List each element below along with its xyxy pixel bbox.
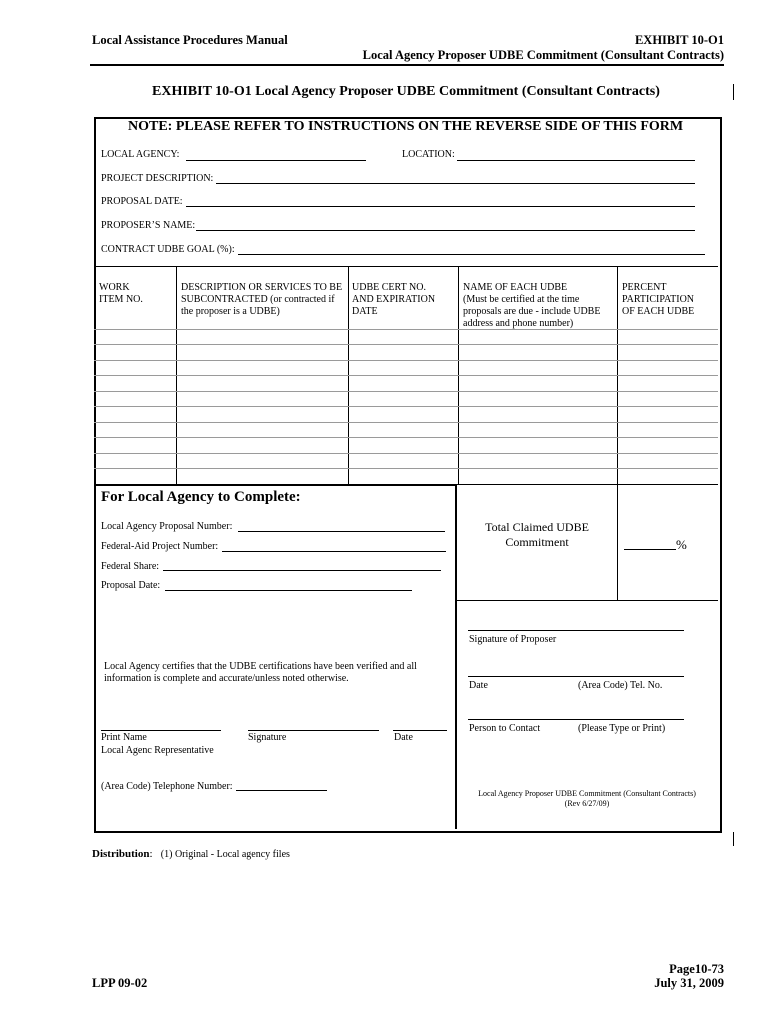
certification-line-1: Local Agency certifies that the UDBE certifications have been verified and all	[104, 661, 417, 672]
contract-udbe-goal-field[interactable]	[238, 254, 705, 255]
certification-line-2: information is complete and accurate/unless noted otherwise.	[104, 673, 349, 684]
location-label: LOCATION:	[402, 149, 455, 160]
manual-title: Local Assistance Procedures Manual	[92, 33, 288, 47]
federal-aid-project-number-label: Federal-Aid Project Number:	[101, 541, 219, 552]
print-name-label: Print Name	[101, 732, 147, 743]
page-number: Page10-73	[669, 962, 724, 976]
project-description-label: PROJECT DESCRIPTION:	[101, 173, 214, 184]
agency-telephone-label: (Area Code) Telephone Number:	[101, 781, 233, 792]
agency-representative-label: Local Agenc Representative	[101, 745, 214, 756]
table-row[interactable]	[94, 360, 718, 361]
agency-proposal-number-field[interactable]	[238, 531, 445, 532]
col-header-udbe-name: NAME OF EACH UDBE (Must be certified at the time proposals are due - include UDBE address and phone number)	[463, 282, 601, 329]
total-section-rule	[457, 600, 718, 601]
print-name-field[interactable]	[101, 730, 221, 731]
table-row[interactable]	[94, 391, 718, 392]
distribution-line	[92, 848, 290, 860]
agency-date-field[interactable]	[393, 730, 447, 731]
contract-udbe-goal-label: CONTRACT UDBE GOAL (%):	[101, 244, 235, 255]
project-description-field[interactable]	[216, 183, 695, 184]
total-commitment-field[interactable]	[624, 549, 676, 550]
table-row[interactable]	[94, 375, 718, 376]
local-agency-field[interactable]	[186, 160, 366, 161]
table-top-rule	[94, 266, 718, 267]
proposer-date-phone-field[interactable]	[468, 676, 684, 677]
col-header-udbe-cert: UDBE CERT NO. AND EXPIRATION DATE	[352, 282, 436, 317]
col-header-percent: PERCENT PARTICIPATION OF EACH UDBE	[622, 282, 695, 317]
federal-share-label: Federal Share:	[101, 561, 160, 572]
person-to-contact-field[interactable]	[468, 719, 684, 720]
table-row[interactable]	[94, 344, 718, 345]
form-revision-note: Local Agency Proposer UDBE Commitment (Consultant Contracts) (Rev 6/27/09)	[478, 789, 696, 808]
federal-share-field[interactable]	[163, 570, 441, 571]
exhibit-id: EXHIBIT 10-O1	[634, 33, 724, 47]
agency-signature-field[interactable]	[248, 730, 379, 731]
table-row[interactable]	[94, 453, 718, 454]
proposer-date-label: Date	[469, 680, 488, 691]
agency-telephone-field[interactable]	[236, 790, 327, 791]
proposer-signature-field[interactable]	[468, 630, 684, 631]
form-title: EXHIBIT 10-O1 Local Agency Proposer UDBE Commitment (Consultant Contracts)	[152, 84, 660, 99]
person-to-contact-label: Person to Contact	[469, 723, 541, 734]
agency-section-heading: For Local Agency to Complete:	[101, 489, 301, 505]
distribution-label: Distribution	[92, 848, 150, 860]
table-row[interactable]	[94, 406, 718, 407]
proposers-name-label: PROPOSER’S NAME:	[101, 220, 196, 231]
change-bar	[733, 84, 734, 100]
table-row[interactable]	[94, 437, 718, 438]
agency-proposal-date-field[interactable]	[165, 590, 412, 591]
page-date: July 31, 2009	[654, 976, 724, 990]
exhibit-subtitle: Local Agency Proposer UDBE Commitment (Consultant Contracts)	[362, 48, 724, 62]
local-agency-label: LOCAL AGENCY:	[101, 149, 180, 160]
agency-proposal-date-label: Proposal Date:	[101, 580, 161, 591]
distribution-colon: :	[149, 848, 153, 860]
signature-of-proposer-label: Signature of Proposer	[469, 634, 557, 645]
col-header-work-item: WORK ITEM NO.	[99, 282, 143, 305]
agency-signature-label: Signature	[248, 732, 287, 743]
form-note: NOTE: PLEASE REFER TO INSTRUCTIONS ON THE REVERSE SIDE OF THIS FORM	[128, 119, 684, 134]
agency-date-label: Date	[394, 732, 413, 743]
table-row[interactable]	[94, 468, 718, 469]
federal-aid-project-number-field[interactable]	[222, 551, 446, 552]
proposer-tel-label: (Area Code) Tel. No.	[578, 680, 663, 691]
table-row[interactable]	[94, 329, 718, 330]
proposal-date-label: PROPOSAL DATE:	[101, 196, 183, 207]
change-bar	[733, 832, 734, 846]
header-rule	[90, 64, 724, 66]
percent-col-divider	[617, 484, 618, 600]
percent-sign: %	[676, 537, 687, 552]
total-claimed-udbe-label: Total Claimed UDBE Commitment	[485, 520, 589, 549]
form-number: LPP 09-02	[92, 976, 148, 990]
agency-section-frame	[94, 484, 457, 829]
proposers-name-field[interactable]	[196, 230, 695, 231]
table-row[interactable]	[94, 422, 718, 423]
col-header-description: DESCRIPTION OR SERVICES TO BE SUBCONTRACTED (or contracted if the proposer is a UDBE)	[181, 282, 343, 317]
location-field[interactable]	[457, 160, 695, 161]
proposal-date-field[interactable]	[186, 206, 695, 207]
agency-proposal-number-label: Local Agency Proposal Number:	[101, 521, 233, 532]
please-type-label: (Please Type or Print)	[578, 723, 666, 734]
distribution-text: (1) Original - Local agency files	[160, 849, 290, 860]
